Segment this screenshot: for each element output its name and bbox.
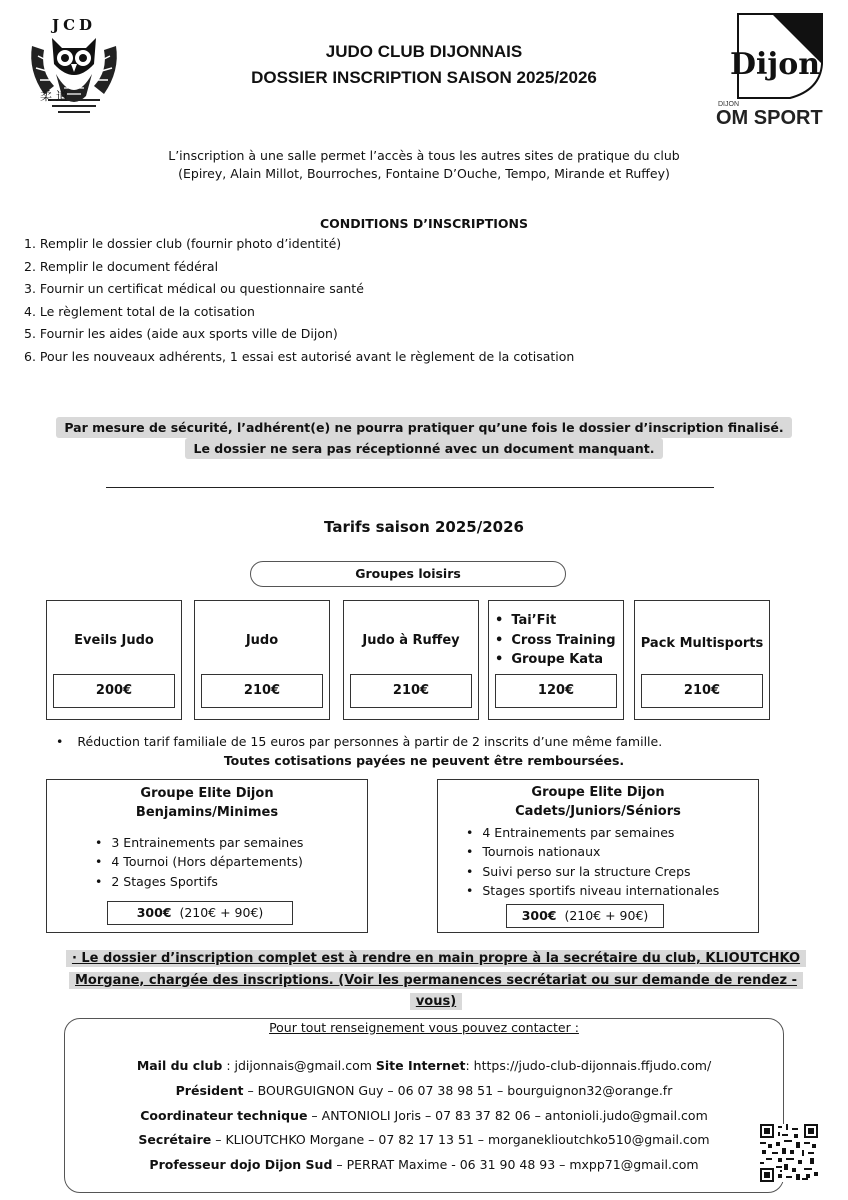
elite-features — [95, 833, 303, 891]
contact-heading: Pour tout renseignement vous pouvez contacter : — [269, 1020, 579, 1035]
price-card-judo-ruffey — [343, 600, 479, 720]
contact-details: – PERRAT Maxime - 06 31 90 48 93 – mxpp71@gmail.com — [332, 1157, 699, 1172]
groupes-loisirs-label: Groupes loisirs — [250, 561, 566, 587]
contact-role: Secrétaire — [138, 1132, 212, 1147]
card-price: 210€ — [350, 674, 472, 708]
security-warning-line-2: Le dossier ne sera pas réceptionné avec un document manquant. — [0, 441, 848, 456]
list-item: • Tournois nationaux — [466, 842, 719, 861]
logo-om-sport-text: OM SPORT — [716, 107, 823, 129]
elite-price-box — [506, 904, 664, 928]
list-item: • 4 Tournoi (Hors départements) — [95, 852, 303, 871]
card-price: 210€ — [201, 674, 323, 708]
contact-president — [0, 1083, 848, 1098]
card-label: Pack Multisports — [640, 636, 764, 651]
dossier-line-2: Morgane, chargée des inscriptions. (Voir les permanences secrétariat ou sur demande de rendez - — [69, 972, 803, 989]
security-warning-line-1: Par mesure de sécurité, l’adhérent(e) ne pourra pratiquer qu’une fois le dossier d’inscription finalisé. — [0, 420, 848, 435]
elite-price-detail: (210€ + 90€) — [179, 905, 264, 920]
list-item: • Groupe Kata — [495, 650, 616, 670]
site-label: Site Internet — [375, 1058, 466, 1073]
contact-mail-site — [0, 1058, 848, 1073]
conditions-heading: CONDITIONS D’INSCRIPTIONS — [319, 216, 529, 231]
card-price: 120€ — [495, 674, 617, 708]
dossier-line-3: vous) — [410, 993, 462, 1010]
list-item: • Cross Training — [495, 631, 616, 651]
qr-code-icon[interactable] — [760, 1124, 818, 1182]
contact-role: Professeur dojo Dijon Sud — [149, 1157, 333, 1172]
elite-title: Groupe Elite Dijon — [531, 785, 665, 800]
elite-features — [466, 823, 719, 900]
document-subtitle: DOSSIER INSCRIPTION SAISON 2025/2026 — [251, 68, 597, 87]
elite-subtitle: Benjamins/Minimes — [135, 805, 279, 820]
price-card-pack-multisports — [634, 600, 770, 720]
card-label: Eveils Judo — [74, 633, 154, 648]
card-label: Judo à Ruffey — [362, 633, 460, 648]
jcd-owl-logo — [26, 16, 122, 116]
mail-value[interactable]: : jdijonnais@gmail.com — [222, 1058, 376, 1073]
condition-item: 1. Remplir le dossier club (fournir photo d’identité) — [24, 236, 342, 251]
card-activity-list — [495, 611, 616, 670]
list-item: • 2 Stages Sportifs — [95, 872, 303, 891]
price-card-taifit — [488, 600, 624, 720]
intro-line-2: (Epirey, Alain Millot, Bourroches, Fontaine D’Ouche, Tempo, Mirande et Ruffey) — [178, 166, 670, 181]
price-card-eveils-judo — [46, 600, 182, 720]
logo-dijon-text: Dijon — [730, 47, 821, 82]
condition-item: 2. Remplir le document fédéral — [24, 259, 219, 274]
elite-price-detail: (210€ + 90€) — [564, 908, 649, 923]
contact-role: Coordinateur technique — [140, 1108, 308, 1123]
logo-glyphs: 柔 道 — [40, 89, 68, 103]
document-title: JUDO CLUB DIJONNAIS — [325, 42, 523, 61]
family-reduction-note: • Réduction tarif familiale de 15 euros par personnes à partir de 2 inscrits d’une même famille. — [56, 734, 662, 749]
contact-details: – ANTONIOLI Joris – 07 83 37 82 06 – antonioli.judo@gmail.com — [307, 1108, 708, 1123]
price-card-judo — [194, 600, 330, 720]
list-item: • 4 Entrainements par semaines — [466, 823, 719, 842]
contact-role: Président — [175, 1083, 244, 1098]
logo-small-text: DIJON — [718, 101, 739, 108]
no-refund-note: Toutes cotisations payées ne peuvent être remboursées. — [223, 753, 625, 768]
elite-subtitle: Cadets/Juniors/Séniors — [515, 804, 681, 819]
elite-title: Groupe Elite Dijon — [140, 786, 274, 801]
list-item: • Stages sportifs niveau internationales — [466, 881, 719, 900]
contact-details: – BOURGUIGNON Guy – 06 07 38 98 51 – bourguignon32@orange.fr — [243, 1083, 673, 1098]
elite-box-cadets — [437, 779, 759, 933]
card-price: 200€ — [53, 674, 175, 708]
mail-label: Mail du club — [136, 1058, 223, 1073]
list-item: • 3 Entrainements par semaines — [95, 833, 303, 852]
section-divider — [106, 487, 714, 488]
elite-price: 300€ — [136, 905, 172, 920]
contact-secretaire — [0, 1132, 848, 1147]
condition-item: 6. Pour les nouveaux adhérents, 1 essai est autorisé avant le règlement de la cotisation — [24, 349, 575, 364]
card-label: Judo — [245, 633, 279, 648]
list-item: • Suivi perso sur la structure Creps — [466, 862, 719, 881]
intro-line-1: L’inscription à une salle permet l’accès à tous les autres sites de pratique du club — [168, 148, 680, 163]
condition-item: 5. Fournir les aides (aide aux sports ville de Dijon) — [24, 326, 338, 341]
logo-jcd-text: JCD — [51, 16, 97, 34]
condition-item: 3. Fournir un certificat médical ou questionnaire santé — [24, 281, 364, 296]
contact-professeur — [0, 1157, 848, 1172]
condition-item: 4. Le règlement total de la cotisation — [24, 304, 255, 319]
dossier-notice — [54, 948, 818, 1013]
elite-price: 300€ — [521, 908, 557, 923]
list-item: • Tai’Fit — [495, 611, 616, 631]
card-price: 210€ — [641, 674, 763, 708]
contact-details: – KLIOUTCHKO Morgane – 07 82 17 13 51 – morganeklioutchko510@gmail.com — [211, 1132, 710, 1147]
dossier-line-1: · Le dossier d’inscription complet est à rendre en main propre à la secrétaire du club, KLIOUTCHKO — [66, 950, 806, 967]
contact-coordinateur — [0, 1108, 848, 1123]
site-value[interactable]: : https://judo-club-dijonnais.ffjudo.com/ — [465, 1058, 712, 1073]
tarifs-title: Tarifs saison 2025/2026 — [324, 518, 524, 536]
elite-price-box — [107, 901, 293, 925]
elite-box-benjamins — [46, 779, 368, 933]
